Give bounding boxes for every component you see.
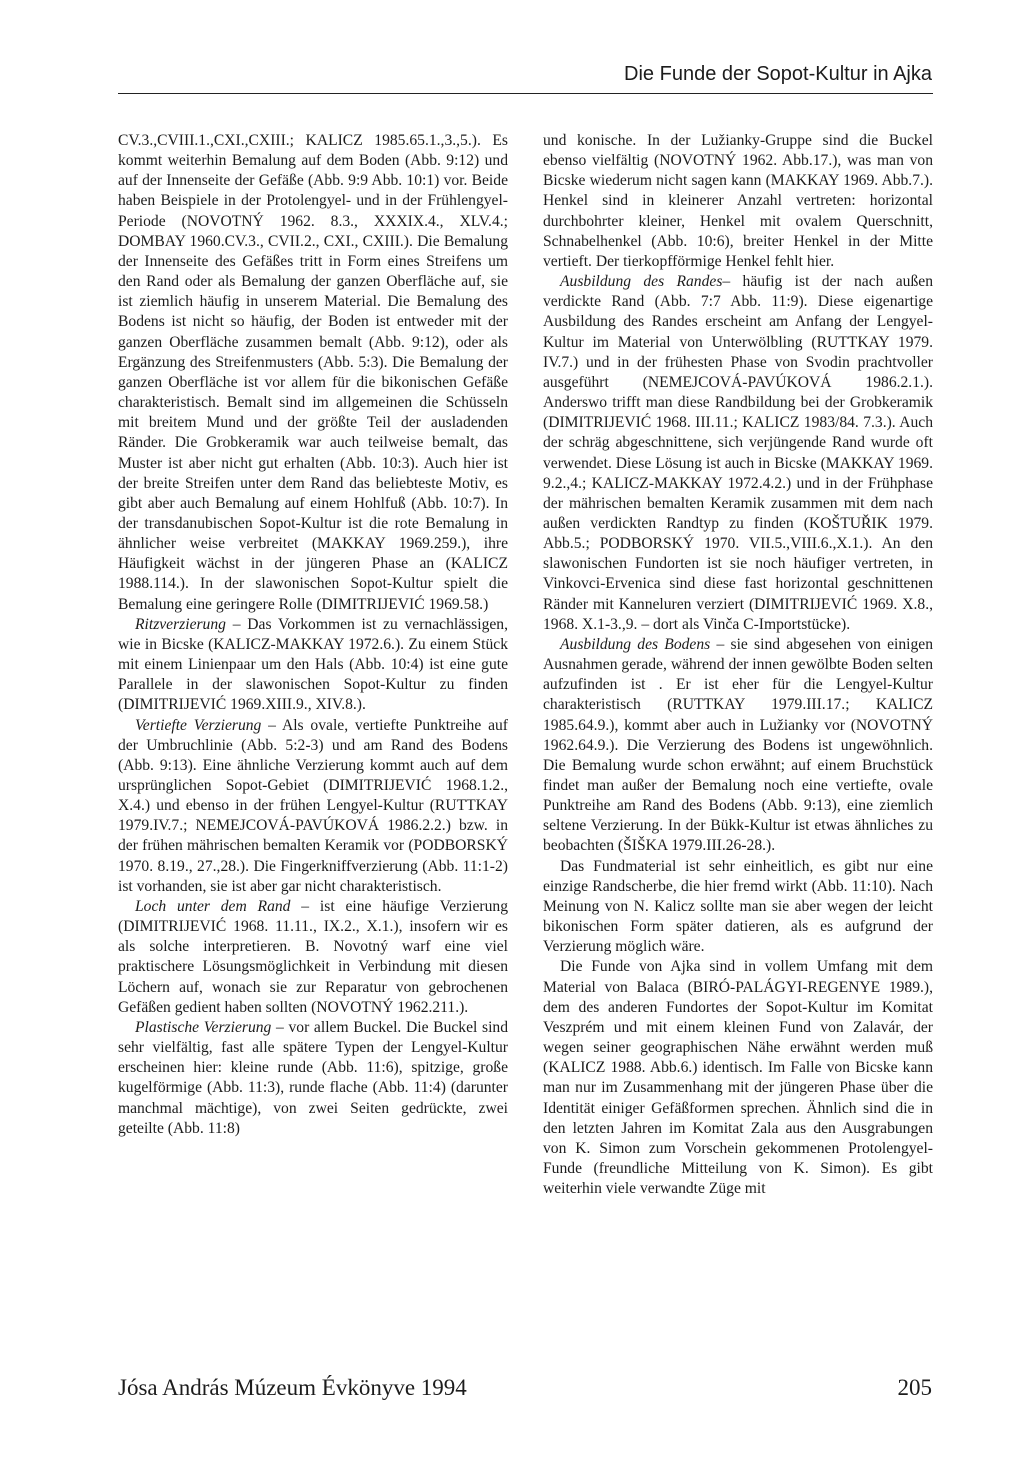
footer-journal-title: Jósa András Múzeum Évkönyve 1994	[118, 1375, 467, 1400]
paragraph-find-material	[543, 857, 933, 958]
paragraph-text: – sie sind abgesehen von einigen Ausnahmen gerade, während der innen gewölbte Boden selten aufzufinden ist . Er ist eher für die Lengyel-Kultur charakteristisch (RUTTKAY 1979.III.17.; KALICZ 1985.64.9.), kommt aber auch in Lužianky vor (NOVOTNÝ 1962.64.9.). Die Verzierung des Bodens ist ungewöhnlich. Die Bemalung wurde schon erwähnt; auf einem Bruchstück findet man außer der Bemalung noch eine vertiefte, ovale Punktreihe am Rand des Bodens (Abb. 9:13), eine ziemlich seltene Verzierung. In der Bükk-Kultur ist etwas ähnliches zu beobachten (ŠIŠKA 1979.III.26-28.).	[543, 635, 934, 855]
right-column	[543, 131, 933, 1199]
header-rule	[118, 93, 933, 94]
paragraph-text: und konische. In der Lužianky-Gruppe sind die Buckel ebenso vielfältig (NOVOTNÝ 1962. Abb.17.), was man von Bicske wiederum nicht sagen kann (MAKKAY 1969. Abb.7.). Henkel sind in kleinerer Anzahl vertreten: horizontal durchbohrter kleiner, Henkel mit ovalem Querschnitt, Schnabelhenkel (Abb. 10:6), breiter Henkel in der Mitte vertieft. Der tierkopfförmige Henkel fehlt hier.	[543, 132, 933, 270]
paragraph-text: Die Funde von Ajka sind in vollem Umfang mit dem Material von Balaca (BIRÓ-PALÁGYI-REGENYE 1989.), dem des anderen Fundortes der Sopot-Kultur im Komitat Veszprém und mit einem kleinen Fund von Zalavár, der wegen seiner geographischen Nähe erwähnt werden muß (KALICZ 1988. Abb.6.) identisch. Im Falle von Bicske kann man nur im Zusammenhang mit der jüngeren Phase über die Identität einiger Gefäßformen sprechen. Ähnlich sind die in den letzten Jahren im Komitat Zala aus den Ausgrabungen von K. Simon zum Vorschein gekommenen Protolengyel-Funde (freundliche Mitteilung von K. Simon). Es gibt weiterhin viele verwandte Züge mit	[543, 958, 933, 1198]
paragraph-text: CV.3.,CVIII.1.,CXI.,CXIII.; KALICZ 1985.65.1.,3.,5.). Es kommt weiterhin Bemalung auf dem Boden (Abb. 9:12) und auf der Innenseite der Gefäße (Abb. 9:9 Abb. 10:1) vor. Beide haben Beispiele in der Protolengyel- und in der Frühlengyel-Periode (NOVOTNÝ 1962. 8.3., XXXIX.4., XLV.4.; DOMBAY 1960.CV.3., CVII.2., CXI., CXIII.). Die Bemalung der Innenseite des Gefäßes tritt in Form eines Streifens um den Rand oder als Bemalung der ganzen Oberfläche auf, sie ist ziemlich häufig in unserem Material. Die Bemalung des Bodens ist nicht so häufig, der Boden ist entweder mit der ganzen Oberfläche zusammen bemalt (Abb. 9:12), oder als Ergänzung des Streifenmusters (Abb. 5:3). Die Bemalung der ganzen Oberfläche ist vor allem für die bikonischen Gefäße charakteristisch. Bemalt sind im allgemeinen die Schüsseln mit breitem Mund und der größte Teil der ausladenden Ränder. Die Grobkeramik war auch teilweise bemalt, das Muster ist aber nicht gut erhalten (Abb. 10:3). Auch hier ist der breite Streifen unter dem Rand das beliebteste Motiv, es gibt aber auch Bemalung auf einem Hohlfuß (Abb. 10:7). In der transdanubischen Sopot-Kultur ist die rote Bemalung in ähnlicher weise verbreitet (MAKKAY 1969.259.), ihre Häufigkeit wächst in der jüngeren Phase an (KALICZ 1988.114.). In der slawonischen Sopot-Kultur spielt die Bemalung eine geringere Rolle (DIMITRIJEVIĆ 1969.58.)	[118, 132, 508, 613]
paragraph-lead: Ausbildung des Bodens	[560, 635, 711, 653]
paragraph-text: – häufig ist der nach außen verdickte Rand (Abb. 7:7 Abb. 11:9). Diese eigenartige Ausbildung des Randes erscheint am Anfang der Lengyel-Kultur im Material von Unterwölbling (RUTTKAY 1979. IV.7.) und in der frühesten Phase von Svodin prachtvoller ausgeführt (NEMEJCOVÁ-PAVÚKOVÁ 1986.2.1.). Anderswo trifft man diese Randbildung bei der Grobkeramik (DIMITRIJEVIĆ 1968. III.11.; KALICZ 1983/84. 7.3.). Auch der schräg abgeschnittene, sich verjüngende Rand wurde oft verwendet. Diese Lösung ist auch in Bicske (MAKKAY 1969. 9.2.,4.; KALICZ-MAKKAY 1972.4.2.) und in der Frühphase der mährischen bemalten Keramik zusammen mit dem nach außen verdickten Randtyp zu finden (KOŠTUŘIK 1979. Abb.5.; PODBORSKÝ 1970. VII.5.,VIII.6.,X.1.). An den slawonischen Fundorten ist sie noch häufiger vertreten, in Vinkovci-Ervenica sind diese fast horizontal geschnittenen Ränder mit Kanneluren verziert (DIMITRIJEVIĆ 1969. X.8., 1968. X.1-3.,9. – dort als Vinča C-Importstücke).	[543, 273, 933, 633]
running-header: Die Funde der Sopot-Kultur in Ajka	[624, 63, 932, 85]
paragraph-base-formation	[543, 635, 933, 857]
paragraph-text: – ist eine häufige Verzierung (DIMITRIJEVIĆ 1968. 11.11., IX.2., X.1.), insofern wir es als solche interpretieren. B. Novotný warf eine viel praktischere Lösungsmöglichkeit in Verbindung mit diesen Löchern auf, wonach sie zur Reparatur von gebrochenen Gefäßen gedient haben sollten (NOVOTNÝ 1962.211.).	[118, 897, 508, 1016]
paragraph-text: – Als ovale, vertiefte Punktreihe auf der Umbruchlinie (Abb. 5:2-3) und am Rand des Bodens (Abb. 9:13). Eine ähnliche Verzierung kommt auch auf dem ursprünglichen Sopot-Gebiet (DIMITRIJEVIĆ 1968.1.2., X.4.) und ebenso in der frühen Lengyel-Kultur (RUTTKAY 1979.IV.7.; NEMEJCOVÁ-PAVÚKOVÁ 1986.2.2.) bzw. in der frühen mährischen bemalten Keramik vor (PODBORSKÝ 1970. 8.19., 27.,28.). Die Fingerkniffverzierung (Abb. 11:1-2) ist vorhanden, sie ist aber gar nicht charakteristisch.	[118, 716, 508, 895]
paragraph-plastic-decoration	[118, 1018, 508, 1139]
paragraph-hole-under-rim	[118, 897, 508, 1018]
paragraph-lead: Vertiefte Verzierung	[135, 716, 262, 734]
paragraph-text: Das Fundmaterial ist sehr einheitlich, es gibt nur eine einzige Randscherbe, die hier fremd wirkt (Abb. 11:10). Nach Meinung von N. Kalicz sollte man sie aber wegen der leicht bikonischen Form später datieren, als es aufgrund der Verzierung möglich wäre.	[543, 857, 933, 956]
page-number: 205	[897, 1375, 932, 1400]
paragraph-text: – Das Vorkommen ist zu vernachlässigen, wie in Bicske (KALICZ-MAKKAY 1972.6.). Zu einem Stück mit einem Linienpaar um den Hals (Abb. 10:4) ist eine gute Parallele in der slawonischen Sopot-Kultur zu finden (DIMITRIJEVIĆ 1969.XIII.9., XIV.8.).	[118, 615, 508, 714]
paragraph-lead: Ritzverzierung	[135, 615, 226, 633]
paragraph-rim-formation	[543, 272, 933, 635]
paragraph-painting-continued	[118, 131, 508, 615]
paragraph-lead: Plastische Verzierung	[135, 1018, 272, 1036]
paragraph-ajka-finds	[543, 957, 933, 1199]
paragraph-text: – vor allem Buckel. Die Buckel sind sehr vielfältig, fast alle spätere Typen der Lengyel-Kultur erscheinen hier: kleine runde (Abb. 11:6), spitzige, große kugelförmige (Abb. 11:3), runde flache (Abb. 11:4) (darunter manchmal mächtige), von zwei Seiten gedrückte, zwei geteilte (Abb. 11:8)	[118, 1018, 509, 1137]
paragraph-knobs-continued	[543, 131, 933, 272]
paragraph-lead: Loch unter dem Rand	[135, 897, 291, 915]
paragraph-impressed-decoration	[118, 716, 508, 897]
left-column	[118, 131, 508, 1139]
paragraph-lead: Ausbildung des Randes	[560, 273, 723, 291]
paragraph-incised-decoration	[118, 615, 508, 716]
